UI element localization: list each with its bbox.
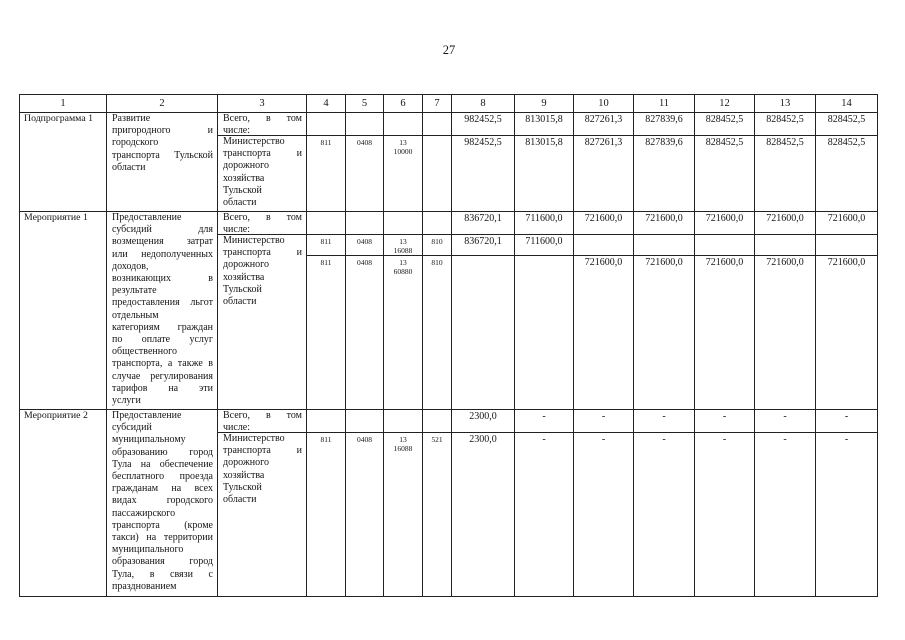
header-cell: 11 — [634, 95, 695, 113]
code-cell: 0408 — [346, 256, 384, 410]
row-label: Мероприятие 2 — [20, 410, 107, 597]
value-cell: 813015,8 — [515, 113, 574, 136]
text-line: Тула на обеспечение — [112, 458, 213, 470]
value-cell — [695, 235, 755, 256]
text-line: городского — [112, 137, 159, 149]
code-cell — [384, 256, 423, 410]
value-cell: 828452,5 — [816, 136, 878, 212]
value-cell: 2300,0 — [452, 433, 515, 597]
empty-cell — [423, 113, 452, 136]
value-cell: 2300,0 — [452, 410, 515, 433]
text-line: области — [223, 296, 257, 308]
text-line: возникающих в — [112, 273, 213, 285]
empty-cell — [346, 410, 384, 433]
text-line: отдельным — [112, 309, 159, 321]
text-line: видах городского — [112, 495, 213, 507]
code-cell: 810 — [423, 235, 452, 256]
value-cell: 813015,8 — [515, 136, 574, 212]
text-line: области — [223, 494, 257, 506]
header-cell: 4 — [307, 95, 346, 113]
row-description — [107, 212, 218, 410]
value-cell — [816, 235, 878, 256]
value-cell: - — [695, 433, 755, 597]
value-cell: - — [574, 433, 634, 597]
text-line: или недополученных — [112, 248, 213, 260]
code-cell: 0408 — [346, 235, 384, 256]
code-cell — [384, 235, 423, 256]
value-cell: 828452,5 — [755, 136, 816, 212]
value-cell: 828452,5 — [695, 136, 755, 212]
text-line: субсидий — [112, 422, 152, 434]
header-cell: 9 — [515, 95, 574, 113]
text-line: Тульской — [223, 184, 262, 196]
header-cell: 14 — [816, 95, 878, 113]
text-line: Предоставление — [112, 410, 182, 421]
text-line: числе: — [223, 224, 251, 235]
text-line: транспорта (кроме — [112, 519, 213, 531]
code-line: 16088 — [393, 246, 413, 255]
header-cell: 6 — [384, 95, 423, 113]
value-cell: 828452,5 — [755, 113, 816, 136]
text-line: пригородного и — [112, 125, 213, 137]
text-line: празднованием — [112, 580, 177, 592]
text-line: доходов, — [112, 260, 149, 272]
code-cell: 810 — [423, 256, 452, 410]
code-line: 13 — [399, 138, 407, 147]
value-cell: 721600,0 — [755, 212, 816, 235]
code-cell — [384, 433, 423, 597]
row-description — [107, 113, 218, 212]
text-line: транспорта и — [223, 148, 302, 160]
executor-label — [218, 235, 307, 410]
text-line: Тульской — [223, 481, 262, 493]
code-cell: 521 — [423, 433, 452, 597]
value-cell — [574, 235, 634, 256]
program-table — [19, 94, 878, 597]
empty-cell — [307, 410, 346, 433]
code-cell — [384, 136, 423, 212]
empty-cell — [307, 212, 346, 235]
empty-cell — [346, 212, 384, 235]
text-line: Всего, в том — [223, 113, 302, 124]
value-cell: 721600,0 — [695, 212, 755, 235]
empty-cell — [384, 113, 423, 136]
row-label: Подпрограмма 1 — [20, 113, 107, 212]
value-cell: 721600,0 — [634, 256, 695, 410]
text-line: пассажирского — [112, 507, 176, 519]
empty-cell — [384, 410, 423, 433]
value-cell: 982452,5 — [452, 136, 515, 212]
text-line: Министерство — [223, 433, 285, 444]
text-line: транспорта и — [223, 445, 302, 457]
code-cell: 0408 — [346, 136, 384, 212]
executor-label — [218, 136, 307, 212]
value-cell: 721600,0 — [816, 212, 878, 235]
code-line: 13 — [399, 435, 407, 444]
header-cell: 1 — [20, 95, 107, 113]
code-cell: 811 — [307, 235, 346, 256]
text-line: числе: — [223, 422, 251, 433]
text-line: муниципального — [112, 544, 184, 556]
code-cell: 811 — [307, 256, 346, 410]
text-line: образованию город — [112, 446, 213, 458]
executor-label — [218, 433, 307, 597]
text-line: Тула, в связи с — [112, 568, 213, 580]
value-cell: - — [515, 410, 574, 433]
text-line: транспорта, а также в — [112, 358, 213, 370]
text-line: тарифов на эти — [112, 382, 213, 394]
code-cell — [423, 136, 452, 212]
text-line: по оплате услуг — [112, 334, 213, 346]
text-line: случае регулирования — [112, 370, 213, 382]
text-line: области — [112, 161, 146, 173]
value-cell — [515, 256, 574, 410]
header-cell: 8 — [452, 95, 515, 113]
text-line: хозяйства — [223, 172, 265, 184]
value-cell: 721600,0 — [816, 256, 878, 410]
value-cell: 827839,6 — [634, 136, 695, 212]
header-cell: 13 — [755, 95, 816, 113]
value-cell: 721600,0 — [574, 212, 634, 235]
text-line: числе: — [223, 125, 251, 136]
text-line: дорожного — [223, 259, 269, 271]
code-cell: 811 — [307, 433, 346, 597]
empty-cell — [307, 113, 346, 136]
value-cell: 828452,5 — [695, 113, 755, 136]
text-line: дорожного — [223, 457, 269, 469]
empty-cell — [346, 113, 384, 136]
text-line: предоставления льгот — [112, 297, 213, 309]
header-cell: 12 — [695, 95, 755, 113]
value-cell: 827261,3 — [574, 136, 634, 212]
code-line: 13 — [399, 237, 407, 246]
value-cell: 711600,0 — [515, 235, 574, 256]
text-line: транспорта Тульской — [112, 149, 213, 161]
text-line: Предоставление — [112, 212, 182, 223]
value-cell: - — [515, 433, 574, 597]
text-line: категориям граждан — [112, 321, 213, 333]
value-cell: - — [755, 433, 816, 597]
empty-cell — [423, 212, 452, 235]
value-cell — [634, 235, 695, 256]
text-line: Развитие — [112, 113, 151, 124]
code-line: 13 — [399, 258, 407, 267]
code-cell: 811 — [307, 136, 346, 212]
value-cell — [452, 256, 515, 410]
text-line: муниципальному — [112, 434, 186, 446]
value-cell: - — [634, 410, 695, 433]
text-line: транспорта и — [223, 247, 302, 259]
value-cell: - — [634, 433, 695, 597]
empty-cell — [384, 212, 423, 235]
code-line: 60880 — [393, 267, 413, 276]
text-line: услуги — [112, 395, 141, 407]
total-label — [218, 410, 307, 433]
total-label — [218, 113, 307, 136]
value-cell: 828452,5 — [816, 113, 878, 136]
value-cell: 827261,3 — [574, 113, 634, 136]
text-line: Министерство — [223, 136, 285, 147]
code-cell: 0408 — [346, 433, 384, 597]
value-cell: 982452,5 — [452, 113, 515, 136]
value-cell: 711600,0 — [515, 212, 574, 235]
text-line: бесплатного проезда — [112, 471, 213, 483]
text-line: Всего, в том — [223, 212, 302, 223]
value-cell: - — [695, 410, 755, 433]
text-line: такси) на территории — [112, 532, 213, 544]
text-line: Тульской — [223, 283, 262, 295]
value-cell: 721600,0 — [634, 212, 695, 235]
code-line: 16088 — [393, 444, 413, 453]
text-line: Министерство — [223, 235, 285, 246]
text-line: субсидий для — [112, 224, 213, 236]
header-cell: 10 — [574, 95, 634, 113]
value-cell: 836720,1 — [452, 235, 515, 256]
value-cell: - — [574, 410, 634, 433]
row-description — [107, 410, 218, 597]
total-label — [218, 212, 307, 235]
text-line: области — [223, 197, 257, 209]
page-number: 27 — [442, 43, 456, 57]
value-cell: - — [755, 410, 816, 433]
text-line: Всего, в том — [223, 410, 302, 421]
header-cell: 2 — [107, 95, 218, 113]
value-cell: 827839,6 — [634, 113, 695, 136]
value-cell: 721600,0 — [695, 256, 755, 410]
value-cell: 721600,0 — [755, 256, 816, 410]
value-cell: 836720,1 — [452, 212, 515, 235]
value-cell: - — [816, 410, 878, 433]
text-line: образования город — [112, 556, 213, 568]
text-line: хозяйства — [223, 271, 265, 283]
text-line: хозяйства — [223, 469, 265, 481]
header-cell: 5 — [346, 95, 384, 113]
header-cell: 3 — [218, 95, 307, 113]
text-line: дорожного — [223, 160, 269, 172]
text-line: гражданам на всех — [112, 483, 213, 495]
text-line: общественного — [112, 346, 177, 358]
code-line: 10000 — [393, 147, 413, 156]
value-cell: 721600,0 — [574, 256, 634, 410]
value-cell — [755, 235, 816, 256]
empty-cell — [423, 410, 452, 433]
row-label: Мероприятие 1 — [20, 212, 107, 410]
text-line: результате — [112, 285, 157, 297]
header-cell: 7 — [423, 95, 452, 113]
value-cell: - — [816, 433, 878, 597]
text-line: возмещения затрат — [112, 236, 213, 248]
